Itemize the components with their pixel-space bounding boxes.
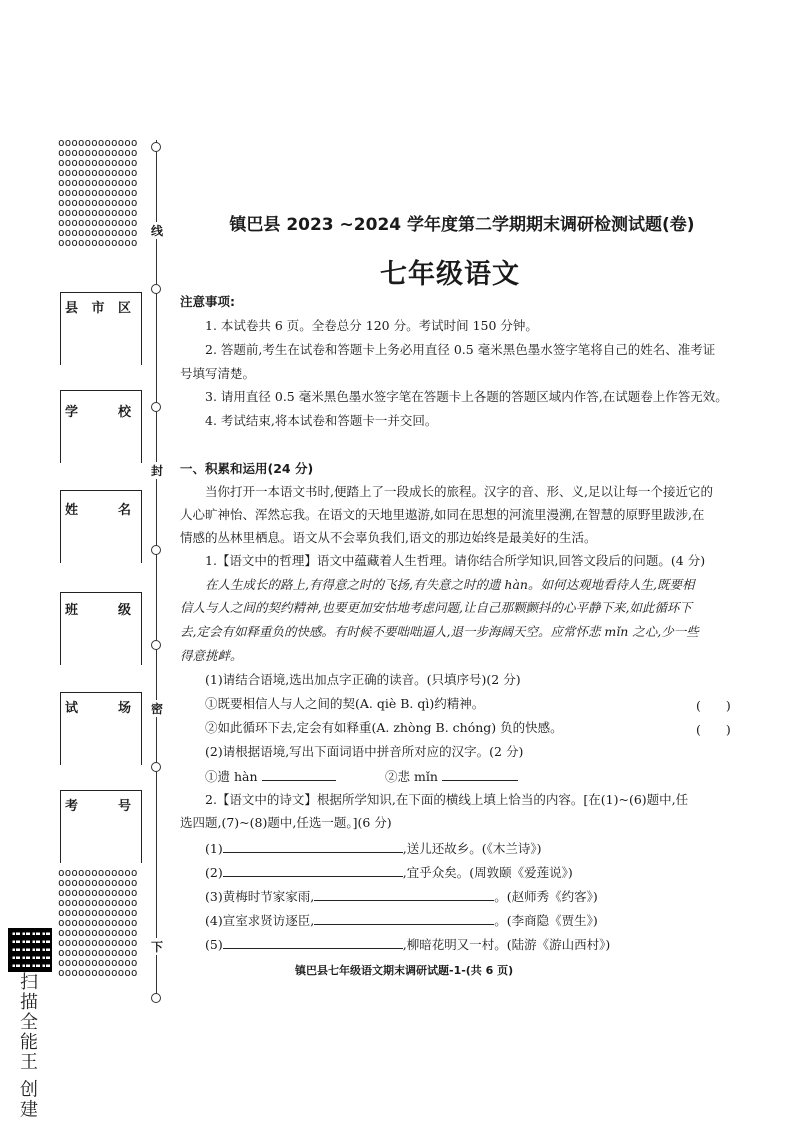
sub-question-1: (1)请结合语境,选出加点字正确的读音。(只填序号)(2 分) xyxy=(205,672,521,687)
qr-code-icon xyxy=(8,928,52,972)
passage-line: 在人生成长的路上,有得意之时的飞扬,有失意之时的遗 hàn。如何达观地看待人生,既要相 xyxy=(205,577,695,592)
answer-paren-1[interactable]: ( ) xyxy=(696,698,731,713)
name-label: 姓名 xyxy=(65,503,137,518)
option-1: ①既要相信人与人之间的契(A. qiè B. qì)约精神。 xyxy=(205,696,485,711)
notice-item: 4. 考试结束,将本试卷和答题卡一并交回。 xyxy=(205,413,438,428)
binding-ring xyxy=(151,284,161,294)
school-label: 学校 xyxy=(65,405,137,420)
poem-text: ,柳暗花明又一村。(陆游《游山西村》) xyxy=(402,937,611,952)
binding-ring xyxy=(151,993,161,1003)
page-footer: 镇巴县七年级语文期末调研试题-1-(共 6 页) xyxy=(295,964,514,977)
class-label: 班级 xyxy=(65,603,137,618)
poem-num: (5) xyxy=(205,937,223,952)
exam-room-label: 试场 xyxy=(65,701,137,716)
county-label: 县市区 xyxy=(65,301,137,316)
option-2: ②如此循环下去,定会有如释重(A. zhòng B. chóng) 负的快感。 xyxy=(205,720,563,735)
answer-paren-2[interactable]: ( ) xyxy=(696,722,731,737)
binding-ring xyxy=(151,640,161,650)
question-2-stem: 2.【语文中的诗文】根据所学知识,在下面的横线上填上恰当的内容。[在(1)~(6)题中,任 xyxy=(205,792,689,807)
passage-line: 去,定会有如释重负的快感。有时候不要咄咄逼人,退一步海阔天空。应常怀悲 mǐn 之心,少一些 xyxy=(180,624,699,639)
section-heading: 一、积累和运用(24 分) xyxy=(180,461,314,476)
poem-text: 。(赵师秀《约客》) xyxy=(494,889,598,904)
poem-line xyxy=(205,936,610,953)
exam-room-box[interactable] xyxy=(60,692,142,765)
notice-item: 1. 本试卷共 6 页。全卷总分 120 分。考试时间 150 分钟。 xyxy=(205,318,538,333)
sub-question-2: (2)请根据语境,写出下面词语中拼音所对应的汉字。(2 分) xyxy=(205,744,524,759)
binding-ring xyxy=(151,142,161,152)
fill-item-2 xyxy=(385,768,518,785)
scanner-watermark: 扫描全能王 创建 xyxy=(17,972,38,1120)
poem-text: ,宜乎众矣。(周敦颐《爱莲说》) xyxy=(402,865,573,880)
passage-line: 得意挑衅。 xyxy=(180,648,243,663)
binding-char-xian: 线 xyxy=(148,222,166,239)
exam-number-label: 考号 xyxy=(65,799,137,814)
school-box[interactable] xyxy=(60,390,142,463)
poem-text: ,送儿还故乡。(《木兰诗》) xyxy=(402,841,542,856)
binding-char-mi: 密 xyxy=(148,700,166,717)
answer-blank[interactable] xyxy=(442,768,518,781)
intro-line: 情感的丛林里栖息。语文从不会辜负我们,语文的那边始终是最美好的生活。 xyxy=(180,530,597,545)
exam-title: 镇巴县 2023 ~2024 学年度第二学期期末调研检测试题(卷) xyxy=(229,215,695,235)
answer-blank[interactable] xyxy=(314,912,494,925)
poem-num: (4)宣室求贤访逐臣, xyxy=(205,913,315,928)
intro-line: 当你打开一本语文书时,便踏上了一段成长的旅程。汉字的音、形、义,足以让每一个接近它的 xyxy=(205,484,713,499)
poem-line xyxy=(205,864,573,881)
poem-line xyxy=(205,840,541,857)
binding-line xyxy=(156,140,157,1000)
answer-blank[interactable] xyxy=(314,888,494,901)
binding-char-feng: 封 xyxy=(148,462,166,479)
exam-number-box[interactable] xyxy=(60,790,142,863)
poem-line xyxy=(205,912,598,929)
notice-item: 3. 请用直径 0.5 毫米黑色墨水签字笔在答题卡上各题的答题区域内作答,在试题卷上作答无效。 xyxy=(205,389,728,404)
answer-blank[interactable] xyxy=(223,864,403,877)
decorative-dots-top: oooooooooooooooooooooooooooooooooooooooooooooooooooooooooooooooooooooooooooooooooooooooooooooooooooooooooooooooooooooooooooooooooooo xyxy=(58,138,138,249)
binding-ring xyxy=(151,402,161,412)
poem-text: 。(李商隐《贾生》) xyxy=(494,913,598,928)
answer-blank[interactable] xyxy=(262,768,336,781)
county-box[interactable] xyxy=(60,292,142,365)
exam-subject: 七年级语文 xyxy=(380,259,520,290)
notice-heading: 注意事项: xyxy=(180,294,235,309)
notice-item: 2. 答题前,考生在试卷和答题卡上务必用直径 0.5 毫米黑色墨水签字笔将自己的姓名、准考证 xyxy=(205,342,716,357)
name-box[interactable] xyxy=(60,490,142,563)
binding-char-xia: 下 xyxy=(148,938,166,955)
poem-num: (1) xyxy=(205,841,223,856)
fill-item-1 xyxy=(205,768,336,785)
decorative-dots-bottom: oooooooooooooooooooooooooooooooooooooooooooooooooooooooooooooooooooooooooooooooooooooooooooooooooooooooooooooooooooooooooooooooooooo xyxy=(58,868,138,979)
class-box[interactable] xyxy=(60,592,142,665)
poem-line xyxy=(205,888,598,905)
question-1-stem: 1.【语文中的哲理】语文中蕴藏着人生哲理。请你结合所学知识,回答文段后的问题。(4 分) xyxy=(205,553,706,568)
poem-num: (2) xyxy=(205,865,223,880)
fill-label: ①遗 hàn xyxy=(205,769,258,784)
intro-line: 人心旷神怡、浑然忘我。在语文的天地里遨游,如同在思想的河流里漫溯,在智慧的原野里跋涉,在 xyxy=(180,507,705,522)
poem-num: (3)黄梅时节家家雨, xyxy=(205,889,315,904)
binding-ring xyxy=(151,762,161,772)
passage-line: 信人与人之间的契约精神,也要更加安怙地考虑问题,让自己那颗颤抖的心平静下来,如此循环下 xyxy=(180,600,692,615)
question-2-stem: 选四题,(7)~(8)题中,任选一题。](6 分) xyxy=(180,815,392,830)
answer-blank[interactable] xyxy=(223,840,403,853)
answer-blank[interactable] xyxy=(223,936,403,949)
fill-label: ②悲 mǐn xyxy=(385,769,438,784)
binding-ring xyxy=(151,545,161,555)
notice-item: 号填写清楚。 xyxy=(180,366,256,381)
